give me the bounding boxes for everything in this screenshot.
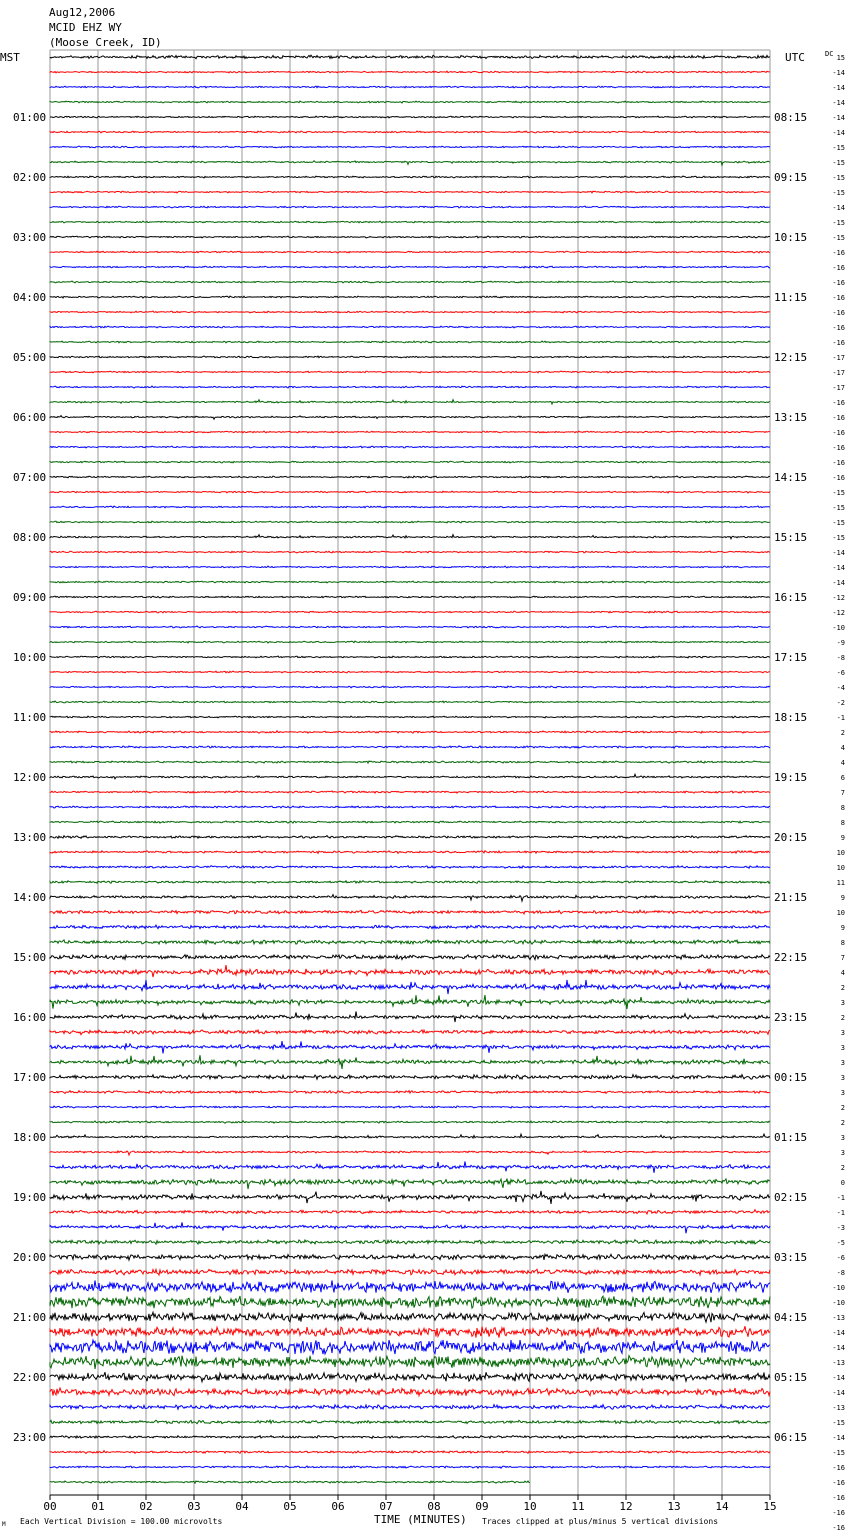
dc-offset: 8: [840, 939, 845, 947]
mst-label: 10:00: [13, 651, 47, 664]
trace-83: [50, 1280, 770, 1292]
dc-offset: -14: [832, 114, 845, 122]
trace-94: [50, 1451, 770, 1454]
trace-16: [50, 281, 770, 283]
dc-offset: -12: [832, 609, 845, 617]
mst-label: 06:00: [13, 411, 47, 424]
trace-14: [50, 251, 770, 253]
trace-15: [50, 266, 770, 268]
utc-label: 20:15: [774, 831, 808, 844]
trace-67: [50, 1041, 770, 1053]
trace-91: [50, 1405, 770, 1410]
utc-label: 02:15: [774, 1191, 808, 1204]
mst-label: 01:00: [13, 111, 47, 124]
dc-offset: 9: [840, 834, 845, 842]
dc-offset: -4: [836, 684, 845, 692]
dc-offset: -16: [832, 414, 845, 422]
mst-label: 03:00: [13, 231, 47, 244]
x-tick-label: 15: [763, 1500, 777, 1513]
trace-34: [50, 551, 770, 553]
trace-12: [50, 221, 770, 223]
trace-9: [50, 176, 770, 178]
trace-81: [50, 1254, 770, 1260]
dc-offset: -16: [832, 1524, 845, 1532]
x-tick-label: 11: [571, 1500, 585, 1513]
dc-offset: 3: [840, 999, 845, 1007]
dc-offset: -16: [832, 249, 845, 257]
x-tick-label: 09: [475, 1500, 489, 1513]
dc-offset: -15: [832, 189, 845, 197]
x-tick-label: 01: [91, 1500, 105, 1513]
dc-offset: -15: [832, 174, 845, 182]
dc-offset: -8: [836, 654, 845, 662]
trace-82: [50, 1269, 770, 1275]
dc-offset: 2: [840, 984, 845, 992]
dc-offset: -1: [836, 1194, 845, 1202]
x-axis-ticks: [43, 1495, 776, 1513]
dc-offset: 0: [840, 1179, 845, 1187]
utc-label: 12:15: [774, 351, 808, 364]
scale-note: Each Vertical Division = 100.00 microvolts: [20, 1517, 223, 1526]
utc-label: 23:15: [774, 1011, 808, 1024]
utc-label: 05:15: [774, 1371, 808, 1384]
trace-59: [50, 925, 770, 929]
dc-offset: -14: [832, 1374, 845, 1382]
mst-label: 15:00: [13, 951, 47, 964]
header-date: Aug12,2006: [49, 6, 116, 19]
x-tick-label: 12: [619, 1500, 633, 1513]
x-tick-label: 14: [715, 1500, 729, 1513]
trace-2: [50, 71, 770, 73]
dc-offset: 10: [836, 864, 845, 872]
dc-offset: -16: [832, 399, 845, 407]
trace-24: [50, 400, 770, 404]
utc-label: 06:15: [774, 1431, 808, 1444]
dc-offset: -16: [832, 474, 845, 482]
dc-offset: 3: [840, 1059, 845, 1067]
trace-61: [50, 955, 770, 960]
utc-label: 01:15: [774, 1131, 808, 1144]
trace-21: [50, 356, 770, 358]
dc-offset: 3: [840, 1134, 845, 1142]
utc-label: 16:15: [774, 591, 808, 604]
trace-47: [50, 746, 770, 748]
dc-offset: -14: [832, 99, 845, 107]
header-location: (Moose Creek, ID): [49, 36, 162, 49]
dc-offset: -16: [832, 1464, 845, 1472]
trace-66: [50, 1030, 770, 1035]
trace-40: [50, 641, 770, 643]
dc-offset: -15: [832, 219, 845, 227]
dc-offset: -15: [832, 534, 845, 542]
dc-offset: 9: [840, 924, 845, 932]
utc-axis-label: UTC: [785, 51, 805, 64]
mst-label: 02:00: [13, 171, 47, 184]
dc-offset: -16: [832, 1479, 845, 1487]
trace-31: [50, 506, 770, 508]
trace-28: [50, 461, 770, 463]
dc-offset: -14: [832, 84, 845, 92]
trace-39: [50, 626, 770, 628]
dc-offset: -15: [832, 489, 845, 497]
dc-offset: -14: [832, 564, 845, 572]
utc-label: 11:15: [774, 291, 808, 304]
trace-58: [50, 910, 770, 914]
dc-offset: 7: [840, 954, 845, 962]
dc-offset: -12: [832, 594, 845, 602]
dc-offset: -14: [832, 1434, 845, 1442]
trace-87: [50, 1340, 770, 1354]
dc-offset: -17: [832, 354, 845, 362]
dc-offset: -14: [832, 69, 845, 77]
trace-90: [50, 1388, 770, 1396]
trace-30: [50, 491, 770, 493]
dc-offset: -13: [832, 1359, 845, 1367]
trace-93: [50, 1436, 770, 1439]
dc-label: DC: [825, 50, 834, 58]
trace-5: [50, 116, 770, 118]
mst-hour-labels: [13, 111, 46, 1444]
mst-label: 21:00: [13, 1311, 47, 1324]
mst-label: 13:00: [13, 831, 47, 844]
trace-71: [50, 1106, 770, 1108]
trace-51: [50, 806, 770, 808]
dc-offset: -13: [832, 1314, 845, 1322]
dc-offset: -15: [832, 519, 845, 527]
dc-offset: -14: [832, 1329, 845, 1337]
dc-offset: -10: [832, 1299, 845, 1307]
utc-label: 22:15: [774, 951, 808, 964]
mst-label: 23:00: [13, 1431, 47, 1444]
dc-offset: -13: [832, 1404, 845, 1412]
dc-offset: -1: [836, 1209, 845, 1217]
dc-offset: 3: [840, 1074, 845, 1082]
dc-offset: -15: [832, 144, 845, 152]
dc-offset: -14: [832, 549, 845, 557]
dc-offset: -16: [832, 444, 845, 452]
trace-29: [50, 476, 770, 478]
trace-20: [50, 341, 770, 343]
dc-offset: 8: [840, 819, 845, 827]
mst-axis-label: MST: [0, 51, 20, 64]
trace-95: [50, 1466, 770, 1468]
trace-76: [50, 1179, 770, 1189]
trace-65: [50, 1012, 770, 1023]
trace-64: [50, 995, 770, 1009]
trace-92: [50, 1420, 770, 1424]
trace-6: [50, 131, 770, 133]
trace-50: [50, 791, 770, 793]
trace-68: [50, 1055, 770, 1069]
clip-note: Traces clipped at plus/minus 5 vertical divisions: [482, 1517, 719, 1526]
trace-45: [50, 716, 770, 718]
x-tick-label: 02: [139, 1500, 153, 1513]
corner-mark: M: [2, 1521, 6, 1528]
trace-70: [50, 1091, 770, 1094]
dc-offset: -17: [832, 369, 845, 377]
trace-41: [50, 656, 770, 658]
trace-69: [50, 1075, 770, 1080]
dc-offset: 2: [840, 1014, 845, 1022]
dc-offset: -16: [832, 264, 845, 272]
trace-3: [50, 86, 770, 88]
mst-label: 08:00: [13, 531, 47, 544]
dc-offset: 8: [840, 804, 845, 812]
dc-offset: 9: [840, 894, 845, 902]
utc-label: 19:15: [774, 771, 808, 784]
dc-offset: -17: [832, 384, 845, 392]
x-tick-label: 08: [427, 1500, 441, 1513]
x-tick-label: 04: [235, 1500, 249, 1513]
dc-offset: 15: [836, 54, 845, 62]
dc-offset: -10: [832, 1284, 845, 1292]
dc-offset: -6: [836, 669, 845, 677]
mst-label: 18:00: [13, 1131, 47, 1144]
trace-26: [50, 431, 770, 433]
dc-offset: 2: [840, 1119, 845, 1127]
mst-label: 04:00: [13, 291, 47, 304]
dc-offset: -15: [832, 159, 845, 167]
trace-53: [50, 836, 770, 839]
utc-label: 13:15: [774, 411, 808, 424]
trace-73: [50, 1134, 770, 1139]
x-tick-label: 13: [667, 1500, 681, 1513]
dc-offset: -5: [836, 1239, 845, 1247]
dc-offset: -3: [836, 1224, 845, 1232]
utc-label: 04:15: [774, 1311, 808, 1324]
trace-49: [50, 774, 770, 779]
mst-label: 20:00: [13, 1251, 47, 1264]
trace-32: [50, 521, 770, 523]
mst-label: 17:00: [13, 1071, 47, 1084]
trace-25: [50, 416, 770, 420]
dc-offset: -1: [836, 714, 845, 722]
dc-offset: -14: [832, 129, 845, 137]
trace-27: [50, 446, 770, 448]
utc-label: 17:15: [774, 651, 808, 664]
dc-offset: 3: [840, 1029, 845, 1037]
trace-44: [50, 701, 770, 703]
trace-23: [50, 386, 770, 388]
trace-74: [50, 1151, 770, 1155]
trace-72: [50, 1121, 770, 1123]
dc-offset: 4: [840, 759, 845, 767]
trace-13: [50, 236, 770, 238]
trace-85: [50, 1312, 770, 1322]
dc-offset: 10: [836, 909, 845, 917]
dc-offset: -16: [832, 429, 845, 437]
mst-label: 19:00: [13, 1191, 47, 1204]
x-tick-label: 05: [283, 1500, 297, 1513]
dc-offset: -15: [832, 504, 845, 512]
dc-offset: -16: [832, 294, 845, 302]
dc-offset: 4: [840, 969, 845, 977]
trace-63: [50, 980, 770, 994]
dc-offset: -16: [832, 309, 845, 317]
trace-38: [50, 611, 770, 613]
utc-label: 00:15: [774, 1071, 808, 1084]
trace-33: [50, 535, 770, 539]
dc-offset: -10: [832, 624, 845, 632]
dc-offset: 11: [836, 879, 845, 887]
trace-43: [50, 686, 770, 688]
dc-offset: -15: [832, 1449, 845, 1457]
trace-1: [50, 55, 770, 59]
dc-offset: -16: [832, 1494, 845, 1502]
utc-hour-labels: [774, 111, 807, 1444]
trace-18: [50, 311, 770, 313]
dc-offset: 2: [840, 1104, 845, 1112]
trace-8: [50, 161, 770, 166]
x-axis-title: TIME (MINUTES): [374, 1513, 467, 1526]
dc-offset: -15: [832, 1419, 845, 1427]
trace-54: [50, 851, 770, 854]
mst-label: 07:00: [13, 471, 47, 484]
trace-77: [50, 1191, 770, 1204]
trace-79: [50, 1222, 770, 1233]
header-station: MCID EHZ WY: [49, 21, 122, 34]
dc-offset: -14: [832, 579, 845, 587]
dc-offset: -9: [836, 639, 845, 647]
mst-label: 12:00: [13, 771, 47, 784]
dc-offset: -16: [832, 279, 845, 287]
dc-offset: -14: [832, 204, 845, 212]
utc-label: 14:15: [774, 471, 808, 484]
dc-offset: 10: [836, 849, 845, 857]
utc-label: 18:15: [774, 711, 808, 724]
trace-86: [50, 1326, 770, 1337]
utc-label: 15:15: [774, 531, 808, 544]
utc-label: 09:15: [774, 171, 808, 184]
trace-42: [50, 671, 770, 673]
x-tick-label: 07: [379, 1500, 393, 1513]
mst-label: 14:00: [13, 891, 47, 904]
mst-label: 11:00: [13, 711, 47, 724]
x-tick-label: 10: [523, 1500, 537, 1513]
trace-group: [50, 55, 770, 1483]
mst-label: 16:00: [13, 1011, 47, 1024]
trace-11: [50, 206, 770, 208]
utc-label: 10:15: [774, 231, 808, 244]
dc-offset: 2: [840, 1164, 845, 1172]
trace-78: [50, 1210, 770, 1214]
mst-label: 05:00: [13, 351, 47, 364]
dc-offset: -16: [832, 339, 845, 347]
utc-label: 21:15: [774, 891, 808, 904]
trace-48: [50, 761, 770, 763]
trace-88: [50, 1356, 770, 1369]
dc-offset: 7: [840, 789, 845, 797]
dc-offset: -15: [832, 234, 845, 242]
dc-offset: -6: [836, 1254, 845, 1262]
utc-label: 03:15: [774, 1251, 808, 1264]
dc-offset: 3: [840, 1089, 845, 1097]
dc-offset: -16: [832, 1509, 845, 1517]
dc-offset: -8: [836, 1269, 845, 1277]
trace-89: [50, 1372, 770, 1382]
trace-60: [50, 940, 770, 944]
trace-19: [50, 326, 770, 328]
trace-52: [50, 821, 770, 823]
trace-56: [50, 881, 770, 884]
dc-offset: -16: [832, 324, 845, 332]
dc-offset: -2: [836, 699, 845, 707]
trace-36: [50, 581, 770, 583]
dc-offset-labels: [832, 54, 845, 1534]
x-tick-label: 00: [43, 1500, 57, 1513]
dc-offset: 3: [840, 1149, 845, 1157]
trace-22: [50, 371, 770, 373]
dc-offset: 6: [840, 774, 845, 782]
trace-62: [50, 965, 770, 977]
utc-label: 08:15: [774, 111, 808, 124]
trace-75: [50, 1162, 770, 1173]
trace-80: [50, 1240, 770, 1245]
dc-offset: -14: [832, 1389, 845, 1397]
trace-46: [50, 731, 770, 733]
trace-55: [50, 866, 770, 869]
trace-17: [50, 296, 770, 298]
trace-7: [50, 146, 770, 148]
trace-84: [50, 1296, 770, 1308]
dc-offset: 3: [840, 1044, 845, 1052]
mst-label: 09:00: [13, 591, 47, 604]
dc-offset: 4: [840, 744, 845, 752]
x-tick-label: 03: [187, 1500, 201, 1513]
trace-37: [50, 596, 770, 598]
mst-label: 22:00: [13, 1371, 47, 1384]
trace-35: [50, 566, 770, 568]
trace-57: [50, 895, 770, 902]
dc-offset: -16: [832, 459, 845, 467]
trace-10: [50, 191, 770, 193]
trace-4: [50, 101, 770, 103]
dc-offset: -14: [832, 1344, 845, 1352]
dc-offset: 2: [840, 729, 845, 737]
x-tick-label: 06: [331, 1500, 345, 1513]
